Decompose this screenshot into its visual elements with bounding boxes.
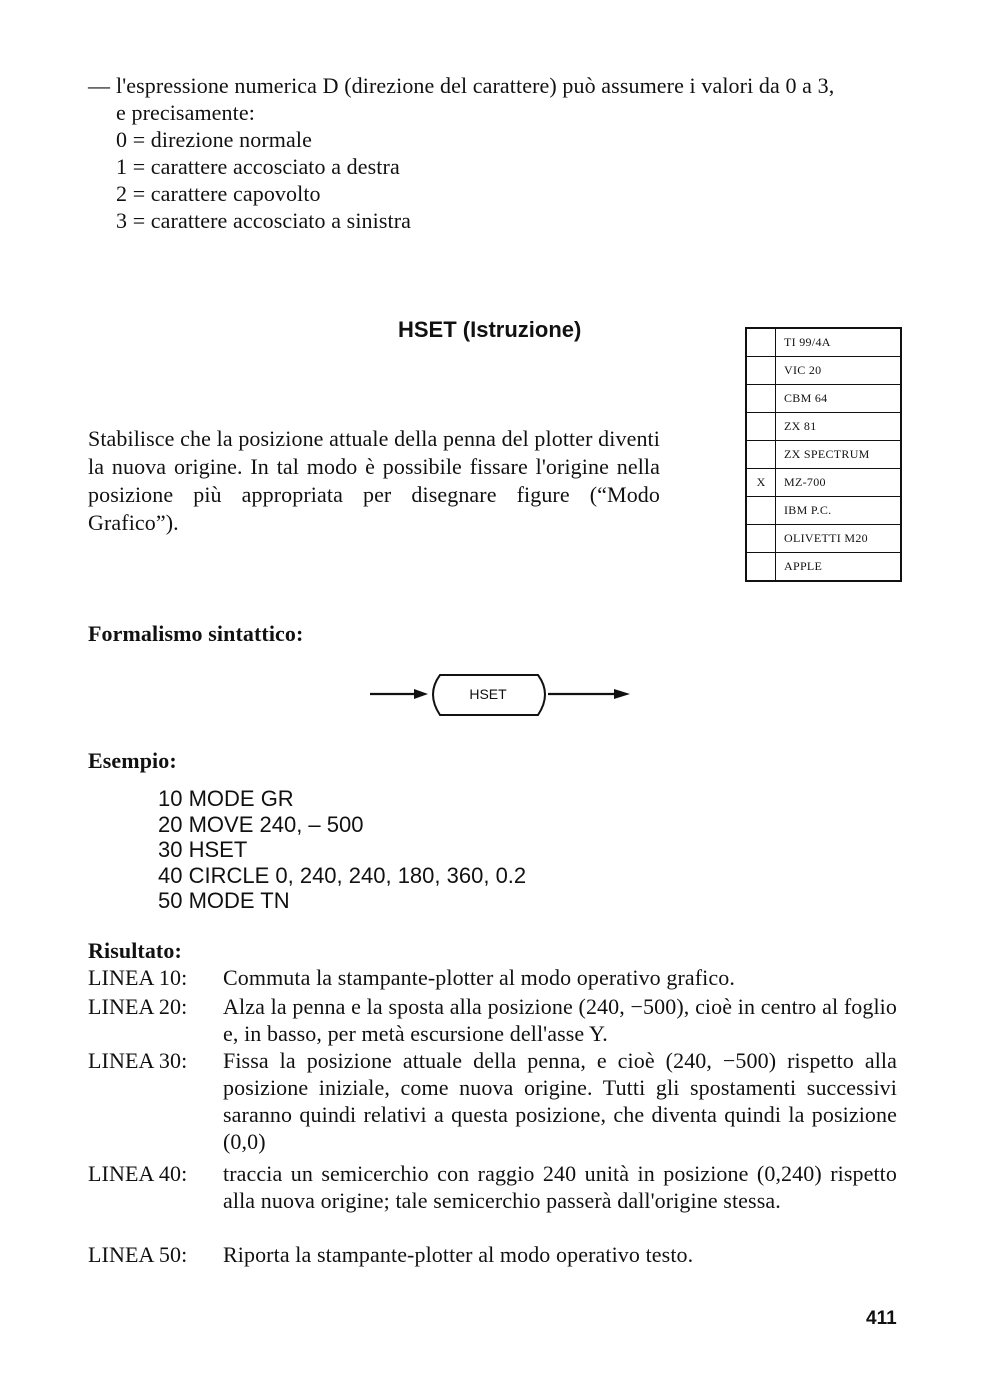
computer-row [746,469,901,497]
computer-name: TI 99/4A [776,328,902,357]
formalism-label: Formalismo sintattico: [88,621,304,646]
code-line: 10 MODE GR [158,786,294,811]
result-line-key: LINEA 30: [88,1048,188,1073]
computer-row [746,385,901,413]
result-line-key: LINEA 50: [88,1242,188,1267]
example-label: Esempio: [88,748,177,773]
computer-row [746,497,901,525]
direction-value-2: 2 = carattere capovolto [116,181,321,206]
computer-name: VIC 20 [776,357,902,385]
code-line: 30 HSET [158,837,248,862]
result-label: Risultato: [88,938,182,963]
computer-name: IBM P.C. [776,497,902,525]
result-line-key: LINEA 40: [88,1161,188,1186]
syntax-entry-arrow [414,689,428,699]
result-line-text: traccia un semicerchio con raggio 240 unità in posizione (0,240) rispetto alla nuova origine; tale semicerchio passerà dall'origine stessa. [223,1161,897,1213]
compatibility-mark [746,413,776,441]
direction-value-3: 3 = carattere accosciato a sinistra [116,208,412,233]
instruction-description: Stabilisce che la posizione attuale della penna del plotter diventi la nuova origine. In tal modo è possibile fissare l'origine nella posizione più appropriata per disegnare figure (“Modo Grafico”). [88,426,660,535]
intro-dash: — [88,73,111,98]
code-line: 40 CIRCLE 0, 240, 240, 180, 360, 0.2 [158,862,527,888]
syntax-diagram [370,672,632,718]
compatibility-mark [746,441,776,469]
syntax-exit-arrow [614,689,630,699]
intro-text-line-2: e precisamente: [116,100,255,125]
direction-value-1: 1 = carattere accosciato a destra [116,154,400,179]
computer-name: ZX 81 [776,413,902,441]
section-title: HSET (Istruzione) [398,317,582,342]
compatibility-mark [746,385,776,413]
computer-row [746,413,901,441]
result-line-key: LINEA 20: [88,994,188,1019]
direction-value-0: 0 = direzione normale [116,127,312,152]
computer-row [746,525,901,553]
computer-row [746,553,901,582]
page-number: 411 [866,1308,897,1329]
compatibility-mark [746,525,776,553]
code-line: 50 MODE TN [158,888,290,913]
compatibility-mark [746,497,776,525]
computer-row [746,328,901,357]
intro-text-line-1: l'espressione numerica D (direzione del carattere) può assumere i valori da 0 a 3, [116,73,835,98]
computer-name: MZ-700 [776,469,902,497]
computer-compatibility-table [745,327,902,582]
result-line-text: Riporta la stampante-plotter al modo operativo testo. [223,1242,694,1267]
code-line: 20 MOVE 240, – 500 [158,811,364,837]
computer-name: CBM 64 [776,385,902,413]
compatibility-mark [746,357,776,385]
computer-name: APPLE [776,553,902,582]
result-line-text: Fissa la posizione attuale della penna, e cioè (240, −500) rispetto alla posizione iniziale, come nuova origine. Tutti gli spostamenti successivi saranno quindi relativi a questa posizione, che diventa quindi la posizione (0,0) [223,1048,897,1154]
result-line-text: Alza la penna e la sposta alla posizione (240, −500), cioè in centro al foglio e, in basso, per metà escursione dell'asse Y. [223,994,897,1046]
computer-row [746,357,901,385]
compatibility-mark [746,328,776,357]
computer-row [746,441,901,469]
compatibility-mark [746,553,776,582]
computer-name: OLIVETTI M20 [776,525,902,553]
result-line-text: Commuta la stampante-plotter al modo operativo grafico. [223,965,735,990]
result-line-key: LINEA 10: [88,965,188,990]
syntax-keyword: HSET [469,686,507,702]
compatibility-mark: X [746,469,776,497]
code-example [158,786,526,914]
computer-name: ZX SPECTRUM [776,441,902,469]
